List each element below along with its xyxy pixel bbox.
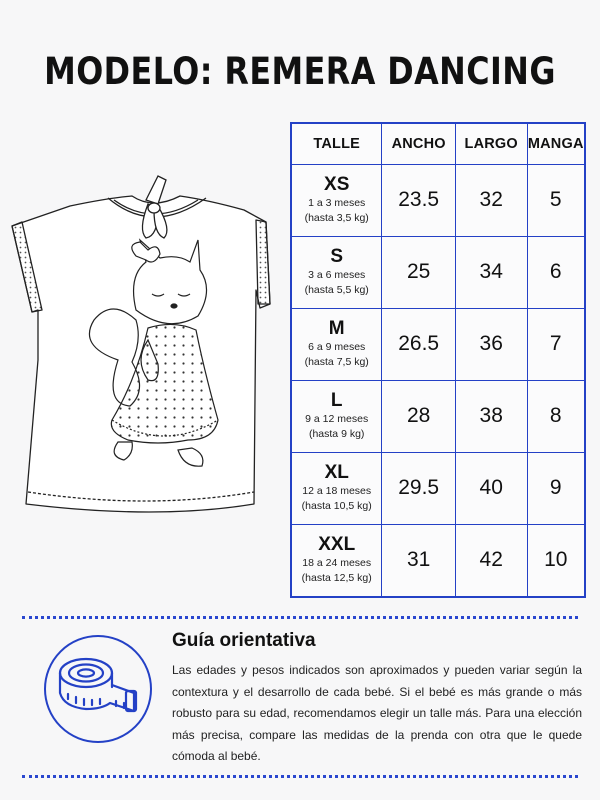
header-largo: LARGO <box>455 123 527 165</box>
table-row <box>291 236 585 308</box>
measuring-tape-icon <box>54 651 142 727</box>
header-manga: MANGA <box>527 123 585 165</box>
size-cell <box>291 524 382 597</box>
dotted-divider-bottom <box>22 775 578 778</box>
largo-value: 32 <box>455 165 527 237</box>
size-name: XL <box>324 462 349 484</box>
size-name: L <box>330 390 343 412</box>
guide-title: Guía orientativa <box>172 630 316 651</box>
manga-value: 8 <box>527 380 585 452</box>
size-weight: (hasta 9 kg) <box>308 428 365 441</box>
ancho-value: 25 <box>382 236 456 308</box>
ancho-value: 26.5 <box>382 308 456 380</box>
ancho-value: 28 <box>382 380 456 452</box>
manga-value: 9 <box>527 452 585 524</box>
table-row <box>291 380 585 452</box>
largo-value: 40 <box>455 452 527 524</box>
size-weight: (hasta 7,5 kg) <box>304 356 369 369</box>
table-row <box>291 452 585 524</box>
manga-value: 6 <box>527 236 585 308</box>
size-cell <box>291 380 382 452</box>
ancho-value: 23.5 <box>382 165 456 237</box>
largo-value: 34 <box>455 236 527 308</box>
size-cell <box>291 308 382 380</box>
ancho-value: 31 <box>382 524 456 597</box>
guide-text: Las edades y pesos indicados son aproximados y pueden variar según la contextura y el desarrollo de cada bebé. Si el bebé es más grande o más robusto para su edad, recomendamos elegir un talle más. Para una elección más precisa, compare las medidas de la prenda con otra que le quede cómoda al bebé. <box>172 663 582 763</box>
size-weight: (hasta 10,5 kg) <box>301 500 372 513</box>
table-row <box>291 165 585 237</box>
size-age: 6 a 9 meses <box>308 341 366 354</box>
size-chart-table <box>290 122 586 598</box>
largo-value: 42 <box>455 524 527 597</box>
size-name: M <box>328 318 345 340</box>
size-name: XXL <box>318 534 356 556</box>
size-weight: (hasta 5,5 kg) <box>304 284 369 297</box>
size-age: 3 a 6 meses <box>308 269 366 282</box>
size-age: 12 a 18 meses <box>302 485 372 498</box>
size-cell <box>291 165 382 237</box>
size-name: XS <box>324 174 350 196</box>
header-talle: TALLE <box>291 123 382 165</box>
dotted-divider-top <box>22 616 578 619</box>
size-cell <box>291 452 382 524</box>
size-age: 18 a 24 meses <box>302 557 372 570</box>
page-title: MODELO: REMERA DANCING <box>44 50 556 93</box>
manga-value: 5 <box>527 165 585 237</box>
measuring-tape-badge <box>44 635 152 743</box>
manga-value: 10 <box>527 524 585 597</box>
size-weight: (hasta 12,5 kg) <box>301 572 372 585</box>
ancho-value: 29.5 <box>382 452 456 524</box>
shirt-illustration <box>8 170 288 530</box>
size-name: S <box>330 246 344 268</box>
size-age: 9 a 12 meses <box>305 413 369 426</box>
largo-value: 36 <box>455 308 527 380</box>
header-ancho: ANCHO <box>382 123 456 165</box>
largo-value: 38 <box>455 380 527 452</box>
table-header-row <box>291 123 585 165</box>
size-cell <box>291 236 382 308</box>
table-row <box>291 308 585 380</box>
size-age: 1 a 3 meses <box>308 197 366 210</box>
size-weight: (hasta 3,5 kg) <box>304 212 369 225</box>
manga-value: 7 <box>527 308 585 380</box>
table-row <box>291 524 585 597</box>
